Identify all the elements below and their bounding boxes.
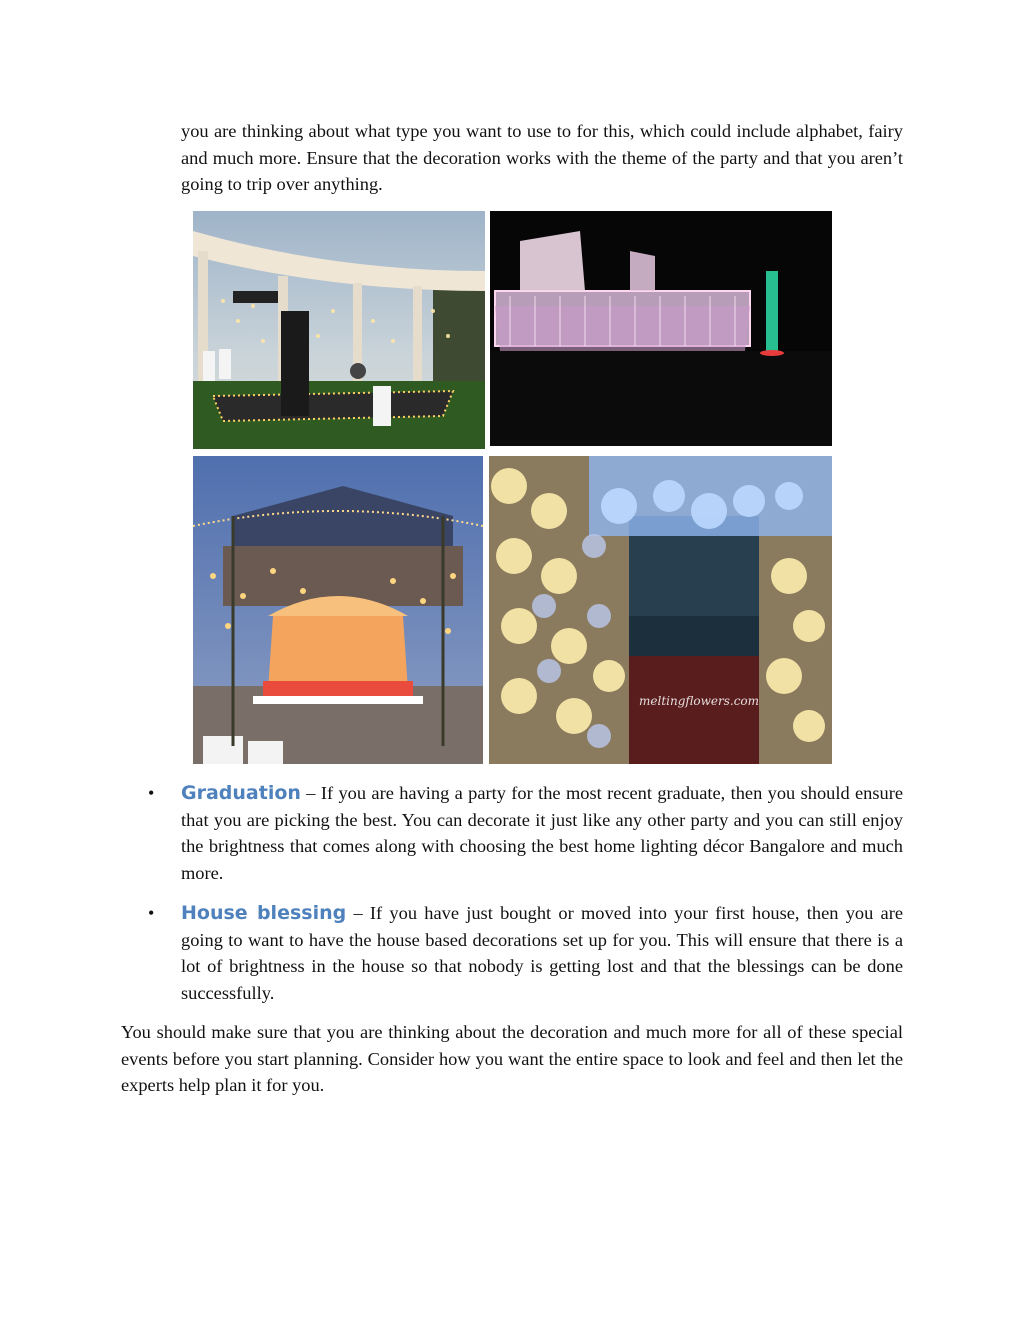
bullet-term: House blessing — [181, 902, 347, 924]
bullet-description: – If you are having a party for the most recent graduate, then you should ensure that you are picking the best. You can decorate it just like any other party and you can still enjoy the brightness that comes along with choosing the best home lighting décor Bangalore and much more. — [181, 783, 903, 884]
mandap-lights-photo — [193, 456, 483, 764]
bullet-icon: • — [148, 783, 155, 803]
closing-paragraph: You should make sure that you are thinking about the decoration and much more for all of these special events before you start planning. Consider how you want the entire space to look and feel and then let the experts help plan it for you. — [121, 1022, 903, 1096]
lighting-photo-gallery — [193, 211, 832, 764]
intro-paragraph: you are thinking about what type you want to use to for this, which could include alphabet, fairy and much more. Ensure that the decoration works with the theme of the party and that you aren’t going to trip over anything. — [181, 121, 903, 195]
bullet-description: – If you have just bought or moved into your first house, then you are going to want to have the house based decorations set up for you. This will ensure that there is a lot of brightness in the house so that nobody is getting lost and that the blessings can be done successfully. — [181, 903, 903, 1004]
bullet-term: Graduation — [181, 782, 301, 804]
bullet-paragraph — [181, 900, 903, 1007]
bullet-icon: • — [148, 903, 155, 923]
flower-light-wall-photo — [489, 456, 832, 764]
garden-stage-lights-photo — [193, 211, 485, 449]
illuminated-building-photo — [490, 211, 832, 446]
photo-watermark: meltingflowers.com — [639, 694, 760, 708]
bullet-paragraph — [181, 780, 903, 887]
